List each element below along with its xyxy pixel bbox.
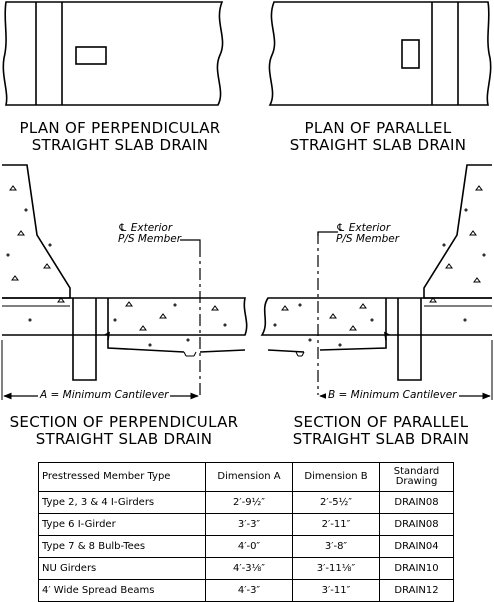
section-parallel-caption-line1: SECTION OF PARALLEL	[293, 413, 469, 431]
table-row	[39, 492, 454, 514]
row-dimension-a: 4′-0″	[206, 536, 293, 558]
plan-perpendicular-caption-line2: STRAIGHT SLAB DRAIN	[31, 136, 209, 154]
plan-perpendicular-view	[3, 2, 222, 105]
row-dimension-b: 3′-8″	[293, 536, 380, 558]
exterior-member-label-left	[118, 223, 181, 245]
drain-opening-parallel	[402, 40, 419, 68]
header-dimension-a: Dimension A	[206, 463, 293, 492]
header-standard-drawing-line1: Standard	[393, 466, 440, 477]
exterior-member-label-left-line2: P/S Member	[118, 233, 182, 245]
header-dimension-b: Dimension B	[293, 463, 380, 492]
row-member-type: Type 2, 3 & 4 I-Girders	[39, 492, 206, 514]
row-dimension-b: 2′-5½″	[293, 492, 380, 514]
row-drawing: DRAIN04	[380, 536, 454, 558]
row-member-type: Type 6 I-Girder	[39, 514, 206, 536]
header-standard-drawing-line2: Drawing	[395, 476, 438, 487]
dimension-a-label: A = Minimum Cantilever	[40, 389, 169, 401]
section-parallel-caption-line2: STRAIGHT SLAB DRAIN	[292, 430, 470, 448]
table-row	[39, 536, 454, 558]
plan-perpendicular-caption	[2, 120, 238, 154]
exterior-member-label-left-line1: ℄ Exterior	[118, 222, 173, 234]
plan-parallel-caption	[262, 120, 494, 154]
table-row	[39, 514, 454, 536]
table-row	[39, 558, 454, 580]
section-perpendicular-caption-line1: SECTION OF PERPENDICULAR	[9, 413, 239, 431]
row-member-type: NU Girders	[39, 558, 206, 580]
row-dimension-b: 3′-11⅛″	[293, 558, 380, 580]
header-member-type: Prestressed Member Type	[39, 463, 206, 492]
row-drawing: DRAIN08	[380, 492, 454, 514]
row-dimension-a: 4′-3″	[206, 580, 293, 602]
section-parallel-view	[262, 165, 492, 400]
row-drawing: DRAIN10	[380, 558, 454, 580]
table-row	[39, 580, 454, 602]
dimension-b-label: B = Minimum Cantilever	[328, 389, 457, 401]
row-dimension-b: 2′-11″	[293, 514, 380, 536]
section-parallel-caption	[268, 414, 494, 448]
exterior-member-label-right-line1: ℄ Exterior	[336, 222, 391, 234]
drain-opening-perpendicular	[76, 47, 106, 64]
dimension-table	[38, 462, 454, 602]
exterior-member-label-right	[336, 223, 399, 245]
exterior-member-label-right-line2: P/S Member	[336, 233, 400, 245]
row-drawing: DRAIN12	[380, 580, 454, 602]
plan-perpendicular-caption-line1: PLAN OF PERPENDICULAR	[19, 119, 221, 137]
row-member-type: Type 7 & 8 Bulb-Tees	[39, 536, 206, 558]
row-dimension-a: 4′-3⅛″	[206, 558, 293, 580]
plan-parallel-caption-line1: PLAN OF PARALLEL	[304, 119, 452, 137]
plan-parallel-view	[269, 2, 490, 105]
header-standard-drawing	[380, 463, 454, 492]
table-header-row	[39, 463, 454, 492]
section-perpendicular-caption-line2: STRAIGHT SLAB DRAIN	[35, 430, 213, 448]
section-perpendicular-caption	[0, 414, 248, 448]
row-dimension-a: 3′-3″	[206, 514, 293, 536]
plan-parallel-caption-line2: STRAIGHT SLAB DRAIN	[289, 136, 467, 154]
row-dimension-b: 3′-11″	[293, 580, 380, 602]
row-dimension-a: 2′-9½″	[206, 492, 293, 514]
row-member-type: 4′ Wide Spread Beams	[39, 580, 206, 602]
section-perpendicular-view	[2, 165, 247, 400]
row-drawing: DRAIN08	[380, 514, 454, 536]
